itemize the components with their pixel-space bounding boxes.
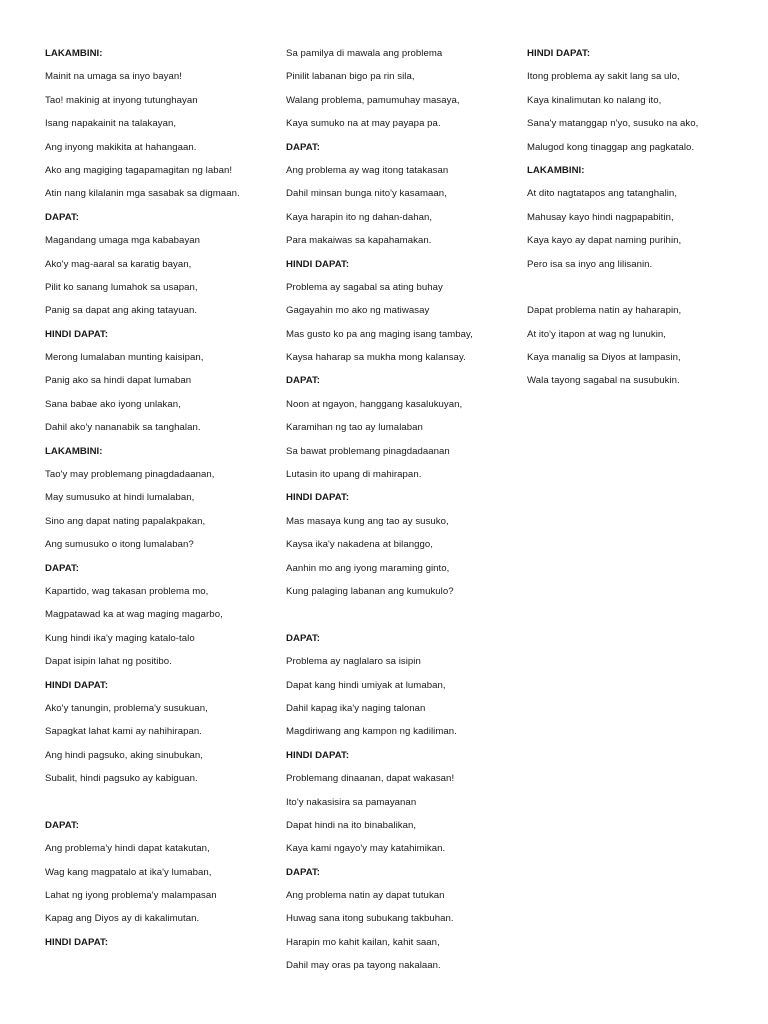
verse-line: Ako'y mag-aaral sa karatig bayan, <box>45 258 192 270</box>
verse-line: Ang inyong makikita at hahangaan. <box>45 141 197 153</box>
speaker-heading: HINDI DAPAT: <box>45 679 109 691</box>
speaker-heading: DAPAT: <box>45 819 80 831</box>
verse-line: Problema ay sagabal sa ating buhay <box>286 281 443 293</box>
verse-line: Dapat problema natin ay haharapin, <box>527 305 682 317</box>
verse-line: Kaysa ika'y nakadena at bilanggo, <box>286 539 433 551</box>
verse-line: Sapagkat lahat kami ay nahihirapan. <box>45 726 202 738</box>
speaker-heading: HINDI DAPAT: <box>527 48 591 59</box>
verse-line: Pero isa sa inyo ang lilisanin. <box>527 258 653 270</box>
verse-line: Lahat ng iyong problema'y malampasan <box>45 890 217 902</box>
verse-line: Para makaiwas sa kapahamakan. <box>286 235 432 247</box>
verse-line: Ito'y nakasisira sa pamayanan <box>286 796 417 808</box>
verse-line: Wag kang magpatalo at ika'y lumaban, <box>45 866 212 878</box>
stanza-gap <box>286 609 486 632</box>
verse-line: Ang problema ay wag itong tatakasan <box>286 164 449 176</box>
verse-line: Mas gusto ko pa ang maging isang tambay, <box>286 328 473 340</box>
verse-line: Ang problema'y hindi dapat katakutan, <box>45 843 210 855</box>
verse-line: Kaya sumuko na at may payapa pa. <box>286 118 441 130</box>
verse-line: Problema ay naglalaro sa isipin <box>286 656 421 668</box>
verse-line: Sa bawat problemang pinagdadaanan <box>286 445 450 457</box>
verse-line: Magandang umaga mga kababayan <box>45 235 201 247</box>
verse-line: Walang problema, pamumuhay masaya, <box>286 94 460 106</box>
verse-line: Panig sa dapat ang aking tatayuan. <box>45 305 198 317</box>
speaker-heading: HINDI DAPAT: <box>286 492 350 504</box>
verse-line: Merong lumalaban munting kaisipan, <box>45 352 204 364</box>
verse-line: Ang hindi pagsuko, aking sinubukan, <box>45 749 204 761</box>
verse-line: Dahil minsan bunga nito'y kasamaan, <box>286 188 447 200</box>
verse-line: Ako ang magiging tagapamagitan ng laban! <box>45 164 233 176</box>
verse-line: Sana babae ako iyong unlakan, <box>45 398 181 410</box>
speaker-heading: DAPAT: <box>286 375 321 387</box>
verse-line: Malugod kong tinaggap ang pagkatalo. <box>527 141 695 153</box>
verse-line: Mainit na umaga sa inyo bayan! <box>45 71 182 83</box>
verse-line: Sana'y matanggap n'yo, susuko na ako, <box>527 118 699 130</box>
speaker-heading: HINDI DAPAT: <box>286 258 350 270</box>
verse-line: Tao! makinig at inyong tutunghayan <box>45 94 198 106</box>
verse-line: Magpatawad ka at wag maging magarbo, <box>45 609 223 621</box>
speaker-heading: HINDI DAPAT: <box>286 749 350 761</box>
verse-line: Sino ang dapat nating papalakpakan, <box>45 515 206 527</box>
verse-line: Dahil may oras pa tayong nakalaan. <box>286 960 441 972</box>
verse-line: Magdiriwang ang kampon ng kadiliman. <box>286 726 457 738</box>
verse-line: Kaya kami ngayo'y may katahimikan. <box>286 843 446 855</box>
stanza-gap <box>527 282 732 305</box>
verse-line: Kapartido, wag takasan problema mo, <box>45 585 209 597</box>
poem-column-1 <box>45 48 260 960</box>
speaker-heading: DAPAT: <box>286 141 321 153</box>
speaker-heading: HINDI DAPAT: <box>45 328 109 340</box>
verse-line: Kaysa haharap sa mukha mong kalansay. <box>286 352 466 364</box>
speaker-heading: HINDI DAPAT: <box>45 936 109 948</box>
speaker-heading: LAKAMBINI: <box>527 164 585 176</box>
speaker-heading: DAPAT: <box>286 866 321 878</box>
verse-line: Kaya kinalimutan ko nalang ito, <box>527 94 662 106</box>
speaker-heading: LAKAMBINI: <box>45 48 103 59</box>
verse-line: Aanhin mo ang iyong maraming ginto, <box>286 562 450 574</box>
verse-line: Dapat kang hindi umiyak at lumaban, <box>286 679 446 691</box>
verse-line: Dahil kapag ika'y naging talonan <box>286 702 426 714</box>
verse-line: Kung hindi ika'y maging katalo-talo <box>45 632 195 644</box>
verse-line: Dapat isipin lahat ng positibo. <box>45 656 172 668</box>
verse-line: Karamihan ng tao ay lumalaban <box>286 422 423 434</box>
verse-line: Kaya kayo ay dapat naming purihin, <box>527 235 682 247</box>
verse-line: Atin nang kilalanin mga sasabak sa digmaan. <box>45 188 240 200</box>
verse-line: Ang sumusuko o itong lumalaban? <box>45 539 194 551</box>
verse-line: Ako'y tanungin, problema'y susukuan, <box>45 702 208 714</box>
stanza-gap <box>45 797 260 820</box>
verse-line: Isang napakainit na talakayan, <box>45 118 177 130</box>
verse-line: Kapag ang Diyos ay di kakalimutan. <box>45 913 200 925</box>
verse-line: Kaya manalig sa Diyos at lampasin, <box>527 352 681 364</box>
verse-line: Itong problema ay sakit lang sa ulo, <box>527 71 680 83</box>
speaker-heading: DAPAT: <box>286 632 321 644</box>
verse-line: Mas masaya kung ang tao ay susuko, <box>286 515 449 527</box>
speaker-heading: DAPAT: <box>45 562 80 574</box>
verse-line: Kaya harapin ito ng dahan-dahan, <box>286 211 433 223</box>
poem-column-3 <box>527 48 732 399</box>
speaker-heading: LAKAMBINI: <box>45 445 103 457</box>
verse-line: At dito nagtatapos ang tatanghalin, <box>527 188 678 200</box>
verse-line: Problemang dinaanan, dapat wakasan! <box>286 773 455 785</box>
verse-line: Pinilit labanan bigo pa rin sila, <box>286 71 415 83</box>
verse-line: Panig ako sa hindi dapat lumaban <box>45 375 192 387</box>
verse-line: Mahusay kayo hindi nagpapabitin, <box>527 211 674 223</box>
poem-column-2 <box>286 48 486 984</box>
verse-line: Ang problema natin ay dapat tutukan <box>286 890 445 902</box>
verse-line: Dahil ako'y nananabik sa tanghalan. <box>45 422 201 434</box>
verse-line: Gagayahin mo ako ng matiwasay <box>286 305 430 317</box>
verse-line: At ito'y itapon at wag ng lunukin, <box>527 328 666 340</box>
verse-line: Subalit, hindi pagsuko ay kabiguan. <box>45 773 198 785</box>
verse-line: Lutasin ito upang di mahirapan. <box>286 469 422 481</box>
verse-line: Wala tayong sagabal na susubukin. <box>527 375 680 387</box>
speaker-heading: DAPAT: <box>45 211 80 223</box>
verse-line: Harapin mo kahit kailan, kahit saan, <box>286 936 440 948</box>
verse-line: Pilit ko sanang lumahok sa usapan, <box>45 281 198 293</box>
verse-line: Kung palaging labanan ang kumukulo? <box>286 585 454 597</box>
verse-line: Sa pamilya di mawala ang problema <box>286 48 443 59</box>
verse-line: Huwag sana itong subukang takbuhan. <box>286 913 454 925</box>
verse-line: May sumusuko at hindi lumalaban, <box>45 492 195 504</box>
verse-line: Tao'y may problemang pinagdadaanan, <box>45 469 215 481</box>
verse-line: Dapat hindi na ito binabalikan, <box>286 819 417 831</box>
verse-line: Noon at ngayon, hanggang kasalukuyan, <box>286 398 463 410</box>
